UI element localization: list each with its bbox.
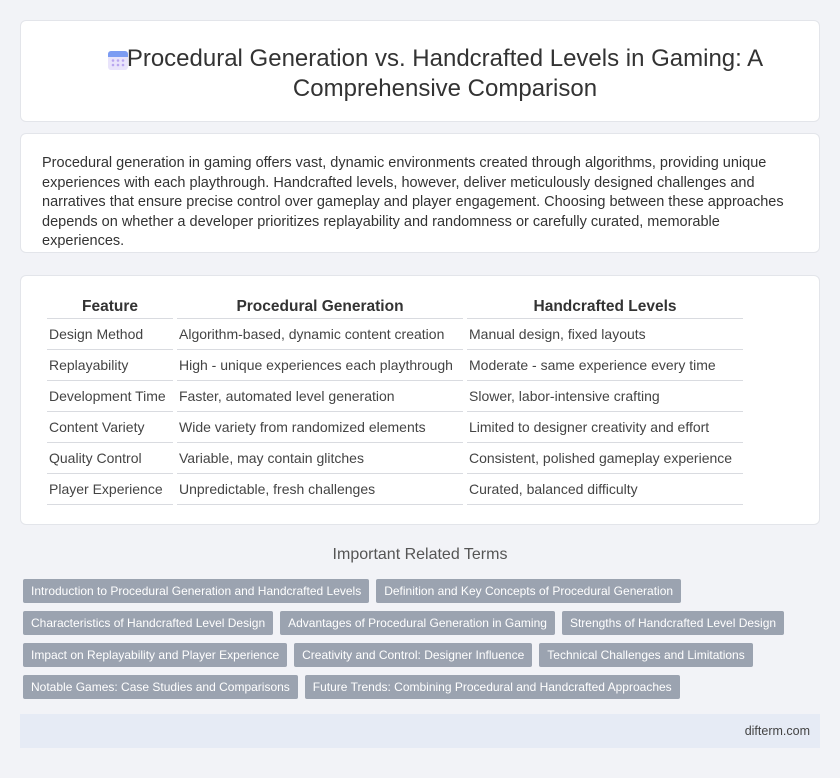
table-row bbox=[47, 319, 743, 350]
tag-row bbox=[23, 643, 803, 667]
related-term-link[interactable]: Advantages of Procedural Generation in Gaming bbox=[280, 611, 555, 635]
table-cell: Consistent, polished gameplay experience bbox=[467, 443, 743, 474]
related-term-link[interactable]: Technical Challenges and Limitations bbox=[539, 643, 752, 667]
intro-card bbox=[20, 133, 820, 253]
table-cell: Content Variety bbox=[47, 412, 173, 443]
column-header: Procedural Generation bbox=[177, 295, 463, 319]
table-cell: Manual design, fixed layouts bbox=[467, 319, 743, 350]
table-cell: Quality Control bbox=[47, 443, 173, 474]
table-row bbox=[47, 350, 743, 381]
table-cell: Limited to designer creativity and effort bbox=[467, 412, 743, 443]
table-cell: Algorithm-based, dynamic content creation bbox=[177, 319, 463, 350]
related-term-link[interactable]: Future Trends: Combining Procedural and Handcrafted Approaches bbox=[305, 675, 680, 699]
comparison-card bbox=[20, 275, 820, 525]
related-term-link[interactable]: Definition and Key Concepts of Procedural Generation bbox=[376, 579, 681, 603]
related-term-link[interactable]: Strengths of Handcrafted Level Design bbox=[562, 611, 784, 635]
table-cell: Replayability bbox=[47, 350, 173, 381]
related-term-link[interactable]: Introduction to Procedural Generation and Handcrafted Levels bbox=[23, 579, 369, 603]
related-term-link[interactable]: Impact on Replayability and Player Experience bbox=[23, 643, 287, 667]
related-terms-title: Important Related Terms bbox=[332, 546, 508, 563]
comparison-table bbox=[43, 295, 747, 505]
table-cell: Development Time bbox=[47, 381, 173, 412]
table-header-row bbox=[47, 295, 743, 319]
table-cell: Wide variety from randomized elements bbox=[177, 412, 463, 443]
column-header: Feature bbox=[47, 295, 173, 319]
site-name[interactable]: difterm.com bbox=[744, 724, 810, 738]
table-cell: Moderate - same experience every time bbox=[467, 350, 743, 381]
related-term-link[interactable]: Creativity and Control: Designer Influence bbox=[294, 643, 532, 667]
table-cell: Slower, labor-intensive crafting bbox=[467, 381, 743, 412]
table-cell: Player Experience bbox=[47, 474, 173, 505]
tag-row bbox=[23, 579, 803, 603]
related-term-link[interactable]: Characteristics of Handcrafted Level Design bbox=[23, 611, 273, 635]
table-cell: High - unique experiences each playthrough bbox=[177, 350, 463, 381]
page-title: Procedural Generation vs. Handcrafted Levels in Gaming: A Comprehensive Comparison bbox=[126, 45, 764, 102]
column-header: Handcrafted Levels bbox=[467, 295, 743, 319]
table-cell: Curated, balanced difficulty bbox=[467, 474, 743, 505]
header-card bbox=[20, 20, 820, 122]
table-cell: Design Method bbox=[47, 319, 173, 350]
footer bbox=[20, 714, 820, 748]
tag-row bbox=[23, 675, 803, 699]
related-term-link[interactable]: Notable Games: Case Studies and Comparisons bbox=[23, 675, 298, 699]
table-row bbox=[47, 443, 743, 474]
table-cell: Unpredictable, fresh challenges bbox=[177, 474, 463, 505]
table-row bbox=[47, 381, 743, 412]
intro-paragraph: Procedural generation in gaming offers vast, dynamic environments created through algorithms, providing unique experiences with each playthrough. Handcrafted levels, however, deliver meticulously designed challenges and narratives that ensure precise control over gameplay and player engagement. Choosing between these approaches depends on whether a developer prioritizes replayability and randomness or carefully curated, memorable experiences. bbox=[42, 155, 784, 249]
table-cell: Variable, may contain glitches bbox=[177, 443, 463, 474]
table-cell: Faster, automated level generation bbox=[177, 381, 463, 412]
tag-row bbox=[23, 611, 803, 635]
table-row bbox=[47, 412, 743, 443]
table-row bbox=[47, 474, 743, 505]
related-terms-list bbox=[23, 579, 803, 707]
